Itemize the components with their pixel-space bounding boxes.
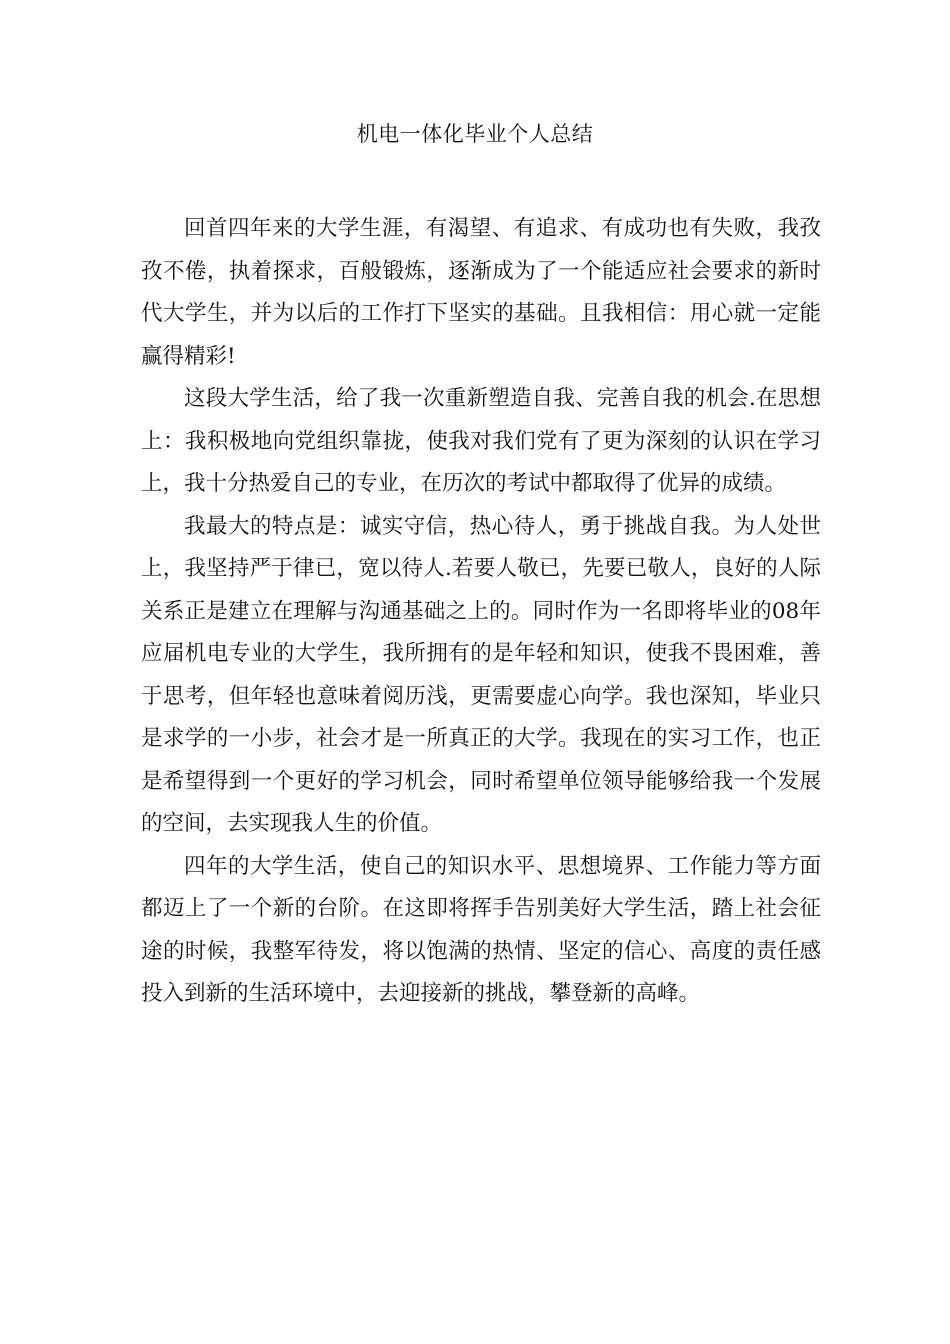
paragraph-2: 这段大学生活，给了我一次重新塑造自我、完善自我的机会.在思想上：我积极地向党组织靠拢，使我对我们党有了更为深刻的认识在学习上，我十分热爱自己的专业，在历次的考试中都取得了优异的成绩。 — [141, 386, 821, 496]
document-body — [141, 208, 821, 1016]
paragraph-1: 回首四年来的大学生涯，有渴望、有追求、有成功也有失败，我孜孜不倦，执着探求，百般锻炼，逐渐成为了一个能适应社会要求的新时代大学生，并为以后的工作打下坚实的基础。且我相信：用心就一定能赢得精彩! — [141, 216, 821, 369]
paragraph-4: 四年的大学生活，使自己的知识水平、思想境界、工作能力等方面都迈上了一个新的台阶。在这即将挥手告别美好大学生活，踏上社会征途的时候，我整军待发，将以饱满的热情、坚定的信心、高度的责任感投入到新的生活环境中，去迎接新的挑战，攀登新的高峰。 — [141, 853, 821, 1006]
document-title: 机电一体化毕业个人总结 — [356, 122, 594, 146]
paragraph-3: 我最大的特点是：诚实守信，热心待人，勇于挑战自我。为人处世上，我坚持严于律已，宽以待人.若要人敬已，先要已敬人，良好的人际关系正是建立在理解与沟通基础之上的。同时作为一名即将毕业的08年应届机电专业的大学生，我所拥有的是年轻和知识，使我不畏困难，善于思考，但年轻也意味着阅历浅，更需要虚心向学。我也深知，毕业只是求学的一小步，社会才是一所真正的大学。我现在的实习工作，也正是希望得到一个更好的学习机会，同时希望单位领导能够给我一个发展的空间，去实现我人生的价值。 — [141, 513, 821, 836]
